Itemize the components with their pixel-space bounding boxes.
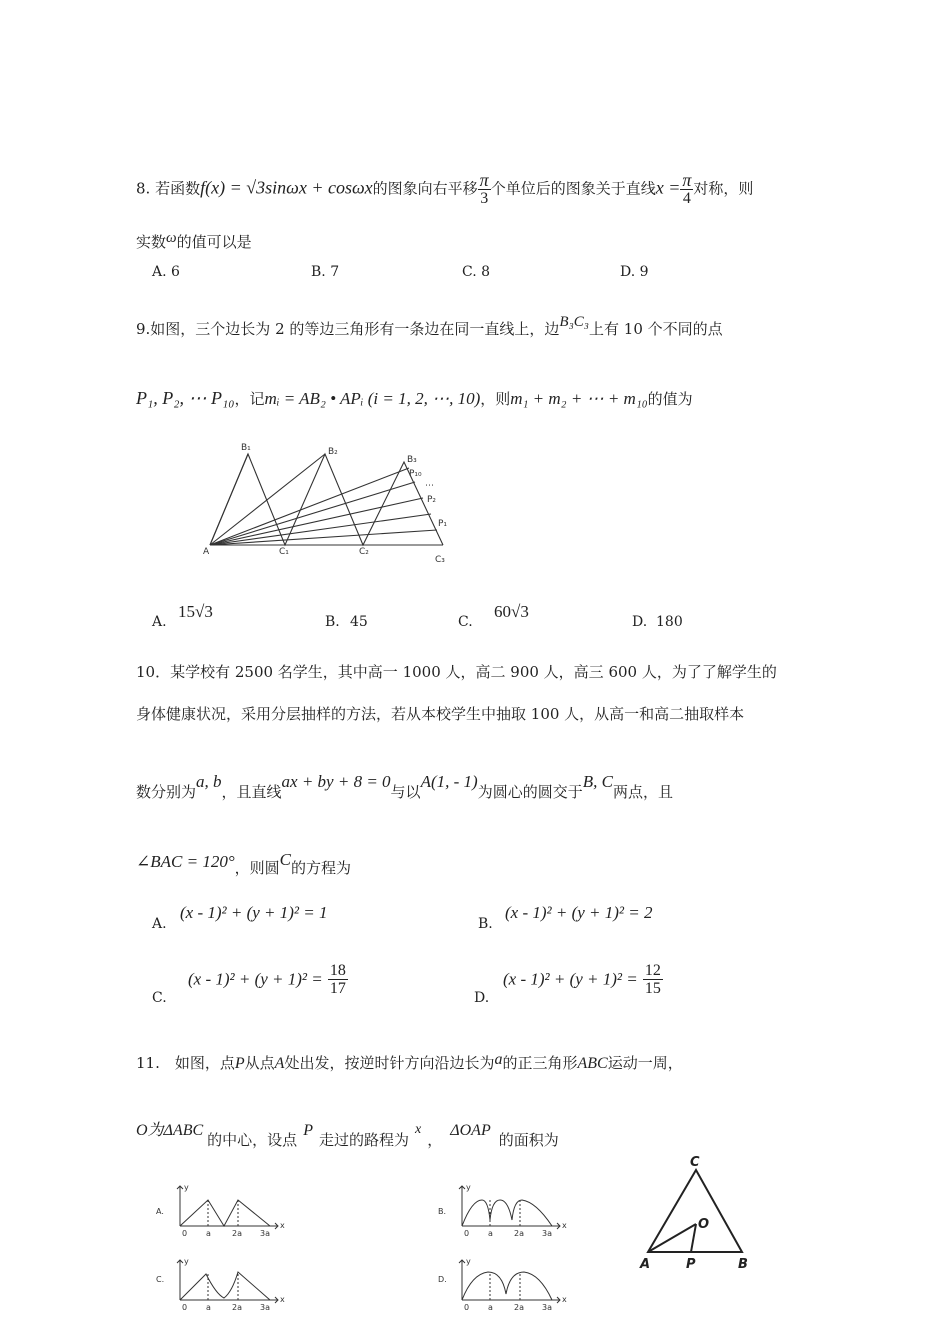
- q11-line2-c: 走过的路程为: [318, 1131, 409, 1149]
- q8-option-a: A. 6: [152, 264, 180, 280]
- q11-graph-c-ylabel: y: [184, 1257, 189, 1266]
- q9-mid2: ，则: [480, 390, 511, 408]
- q11-line2-e: 的面积为: [498, 1131, 559, 1149]
- q9-option-c-label: C.: [458, 614, 473, 630]
- q8-option-b: B. 7: [311, 264, 340, 280]
- q9-option-a-label: A.: [152, 614, 167, 630]
- q11-a: a: [494, 1051, 503, 1068]
- q10-angle: ∠BAC = 120°: [136, 852, 235, 871]
- q11-a-point: A: [274, 1055, 285, 1072]
- q11-p2: P: [303, 1122, 313, 1139]
- q11-graph-a-tick1: a: [206, 1229, 211, 1238]
- q11-graph-d: [432, 1254, 572, 1316]
- q11-graph-d-label: D.: [438, 1275, 447, 1284]
- q10-ab: a, b: [196, 772, 222, 791]
- q10-line3: [136, 772, 673, 802]
- q10-line3-a: 数分别为: [136, 783, 197, 801]
- q10-option-c-label: C.: [152, 990, 167, 1006]
- q9-label-p2: P₂: [427, 495, 437, 505]
- q10-center: A(1, - 1): [420, 772, 478, 791]
- q9-edge: B₃C₃: [559, 314, 590, 330]
- q11-tri-o: O: [698, 1217, 710, 1232]
- q10-option-d-fraction: $\frac{12}{15}$: [644, 962, 661, 997]
- q9-label-b1: B₁: [241, 443, 251, 453]
- q11-tri-b: B: [738, 1257, 748, 1272]
- q9-label-a: A: [203, 547, 210, 557]
- q11-o-part: O为ΔABC: [136, 1122, 204, 1139]
- q11-graph-c-label: C.: [156, 1275, 165, 1284]
- q11-line1-a: 11. 如图，点: [136, 1054, 235, 1072]
- q11-graph-b-ylabel: y: [466, 1183, 471, 1192]
- q8-mid: 的图象向右平移: [372, 179, 478, 198]
- q11-graph-c-tick3: 3a: [260, 1303, 270, 1312]
- q9-option-a-value: 15√3: [178, 602, 213, 621]
- q8-mid2: 个单位后的图象关于直线: [490, 179, 656, 198]
- q11-graph-b-tick1: a: [488, 1229, 493, 1238]
- q10-line-eq: ax + by + 8 = 0: [281, 772, 391, 791]
- q9-option-b-label: B.: [325, 614, 340, 630]
- q9-label-c2: C₂: [359, 547, 369, 557]
- q8-line-x: x =: [655, 177, 681, 198]
- q8-line2: [136, 228, 252, 252]
- q11-graph-a-origin: 0: [182, 1229, 188, 1238]
- q9-label-dots: ⋯: [425, 481, 434, 491]
- q9-option-c-value: 60√3: [494, 602, 529, 621]
- q11-graph-a: [150, 1180, 290, 1242]
- q9-label-c3: C₃: [435, 555, 445, 565]
- q11-graph-a-label: A.: [156, 1207, 164, 1216]
- q11-graph-b-tick2: 2a: [514, 1229, 524, 1238]
- q8-line2-b: 的值可以是: [176, 233, 252, 251]
- q11-graph-d-ylabel: y: [466, 1257, 471, 1266]
- q11-graph-d-xlabel: x: [562, 1295, 567, 1304]
- q11-graph-b-xlabel: x: [562, 1221, 567, 1230]
- q11-graph-d-tick2: 2a: [514, 1303, 524, 1312]
- q11-graph-c-origin: 0: [182, 1303, 188, 1312]
- q9-mid: ，记: [234, 390, 265, 408]
- q10-option-b-label: B.: [478, 916, 493, 932]
- q8-shift-fraction: $\frac{\pi}{3}$: [479, 170, 489, 207]
- q9-text-a: 9.如图，三个边长为 2 的等边三角形有一条边在同一直线上，边: [136, 320, 560, 338]
- q11-line2-b: 的中心，设点: [207, 1131, 298, 1149]
- q11-tri-a: A: [640, 1257, 651, 1272]
- q10-line3-e: 两点，且: [612, 783, 673, 801]
- q9-expression: mᵢ = AB₂ • APᵢ (i = 1, 2, ⋯, 10): [264, 389, 481, 408]
- q11-graph-a-ylabel: y: [184, 1183, 189, 1192]
- q8-option-c: C. 8: [462, 264, 491, 280]
- q10-line4-b: ，则圆: [234, 859, 280, 877]
- q11-graph-c-tick1: a: [206, 1303, 211, 1312]
- q11-graph-c: [150, 1254, 290, 1316]
- q10-line3-d: 为圆心的圆交于: [477, 783, 583, 801]
- q10-bc: B, C: [582, 772, 613, 791]
- q11-oap: ΔOAP: [450, 1122, 491, 1139]
- q11-abc: ABC: [577, 1055, 608, 1072]
- q11-graph-b-label: B.: [438, 1207, 447, 1216]
- q11-line1-d: 的正三角形: [502, 1054, 578, 1072]
- q11-graph-a-tick3: 3a: [260, 1229, 270, 1238]
- q11-p: P: [234, 1055, 245, 1072]
- q10-line3-b: ，且直线: [221, 783, 282, 801]
- q11-x: x: [414, 1122, 422, 1137]
- q10-line4: [136, 850, 351, 878]
- q8-function: f(x) = √3sinωx + cosωx: [200, 177, 373, 198]
- q9-label-b2: B₂: [328, 447, 338, 457]
- q10-option-a-eq: (x - 1)² + (y + 1)² = 1: [180, 903, 328, 922]
- q9-option-b-value: 45: [350, 614, 368, 630]
- q8-lead: 若函数: [155, 179, 201, 198]
- q9-sum: m₁ + m₂ + ⋯ + m₁₀: [510, 389, 648, 408]
- q10-line2: 身体健康状况，采用分层抽样的方法，若从本校学生中抽取 100 人，从高一和高二抽取样本: [136, 705, 745, 723]
- q8-line1: [136, 172, 753, 207]
- q11-graph-b-origin: 0: [464, 1229, 470, 1238]
- q10-line4-c: 的方程为: [290, 859, 351, 877]
- q11-graph-b: [432, 1180, 572, 1242]
- q11-graph-d-tick3: 3a: [542, 1303, 552, 1312]
- q8-line2-a: 实数: [136, 233, 167, 251]
- q10-c: C: [279, 850, 291, 869]
- q9-line2: [136, 388, 693, 409]
- q10-option-d-lhs: (x - 1)² + (y + 1)² =: [503, 969, 638, 989]
- q9-tail: 的值为: [647, 390, 693, 408]
- q10-option-b-eq: (x - 1)² + (y + 1)² = 2: [505, 903, 653, 922]
- q9-label-c1: C₁: [279, 547, 289, 557]
- q10-option-c-lhs: (x - 1)² + (y + 1)² =: [188, 969, 323, 989]
- q10-option-d-eq: [503, 962, 663, 997]
- q9-label-p1: P₁: [438, 519, 448, 529]
- q8-option-d: D. 9: [620, 264, 649, 280]
- q8-tail: 对称，则: [693, 179, 754, 198]
- q10-line1: 10．某学校有 2500 名学生，其中高一 1000 人，高二 900 人，高三 600 人，为了了解学生的: [136, 663, 777, 681]
- q11-graph-a-xlabel: x: [280, 1221, 285, 1230]
- q11-line1-b: 从点: [244, 1054, 275, 1072]
- q10-option-c-fraction: $\frac{18}{17}$: [329, 962, 346, 997]
- q9-label-b3: B₃: [407, 455, 417, 465]
- q11-graph-c-xlabel: x: [280, 1295, 285, 1304]
- q11-tri-p: P: [686, 1257, 696, 1272]
- q9-triangles-figure: [195, 432, 465, 572]
- q11-graph-b-tick3: 3a: [542, 1229, 552, 1238]
- q8-omega: ω: [166, 230, 177, 246]
- q8-number: 8.: [136, 179, 151, 198]
- q10-line3-c: 与以: [390, 783, 421, 801]
- q11-graph-d-origin: 0: [464, 1303, 470, 1312]
- q8-line-fraction: $\frac{\pi}{4}$: [682, 170, 692, 207]
- q11-line1-c: 处出发，按逆时针方向沿边长为: [284, 1054, 495, 1072]
- q11-tri-c: C: [690, 1155, 700, 1170]
- q11-line1: [136, 1050, 683, 1074]
- q11-line2-d: ，: [427, 1131, 443, 1149]
- q11-graph-c-tick2: 2a: [232, 1303, 242, 1312]
- q11-line1-e: 运动一周，: [607, 1054, 683, 1072]
- q9-text-b: 上有 10 个不同的点: [589, 320, 723, 338]
- q9-label-p10: P₁₀: [409, 469, 422, 479]
- q9-line1: [136, 312, 723, 339]
- q11-graph-d-tick1: a: [488, 1303, 493, 1312]
- q9-points: P₁, P₂, ⋯ P₁₀: [136, 388, 235, 408]
- q9-option-d-label: D.: [632, 614, 648, 630]
- q11-graph-a-tick2: 2a: [232, 1229, 242, 1238]
- q11-line2: [136, 1120, 559, 1150]
- q10-option-d-label: D.: [474, 990, 490, 1006]
- q9-option-d-value: 180: [656, 614, 683, 630]
- q11-triangle-figure: [630, 1150, 760, 1275]
- q10-option-c-eq: [188, 962, 348, 997]
- q10-option-a-label: A.: [152, 916, 167, 932]
